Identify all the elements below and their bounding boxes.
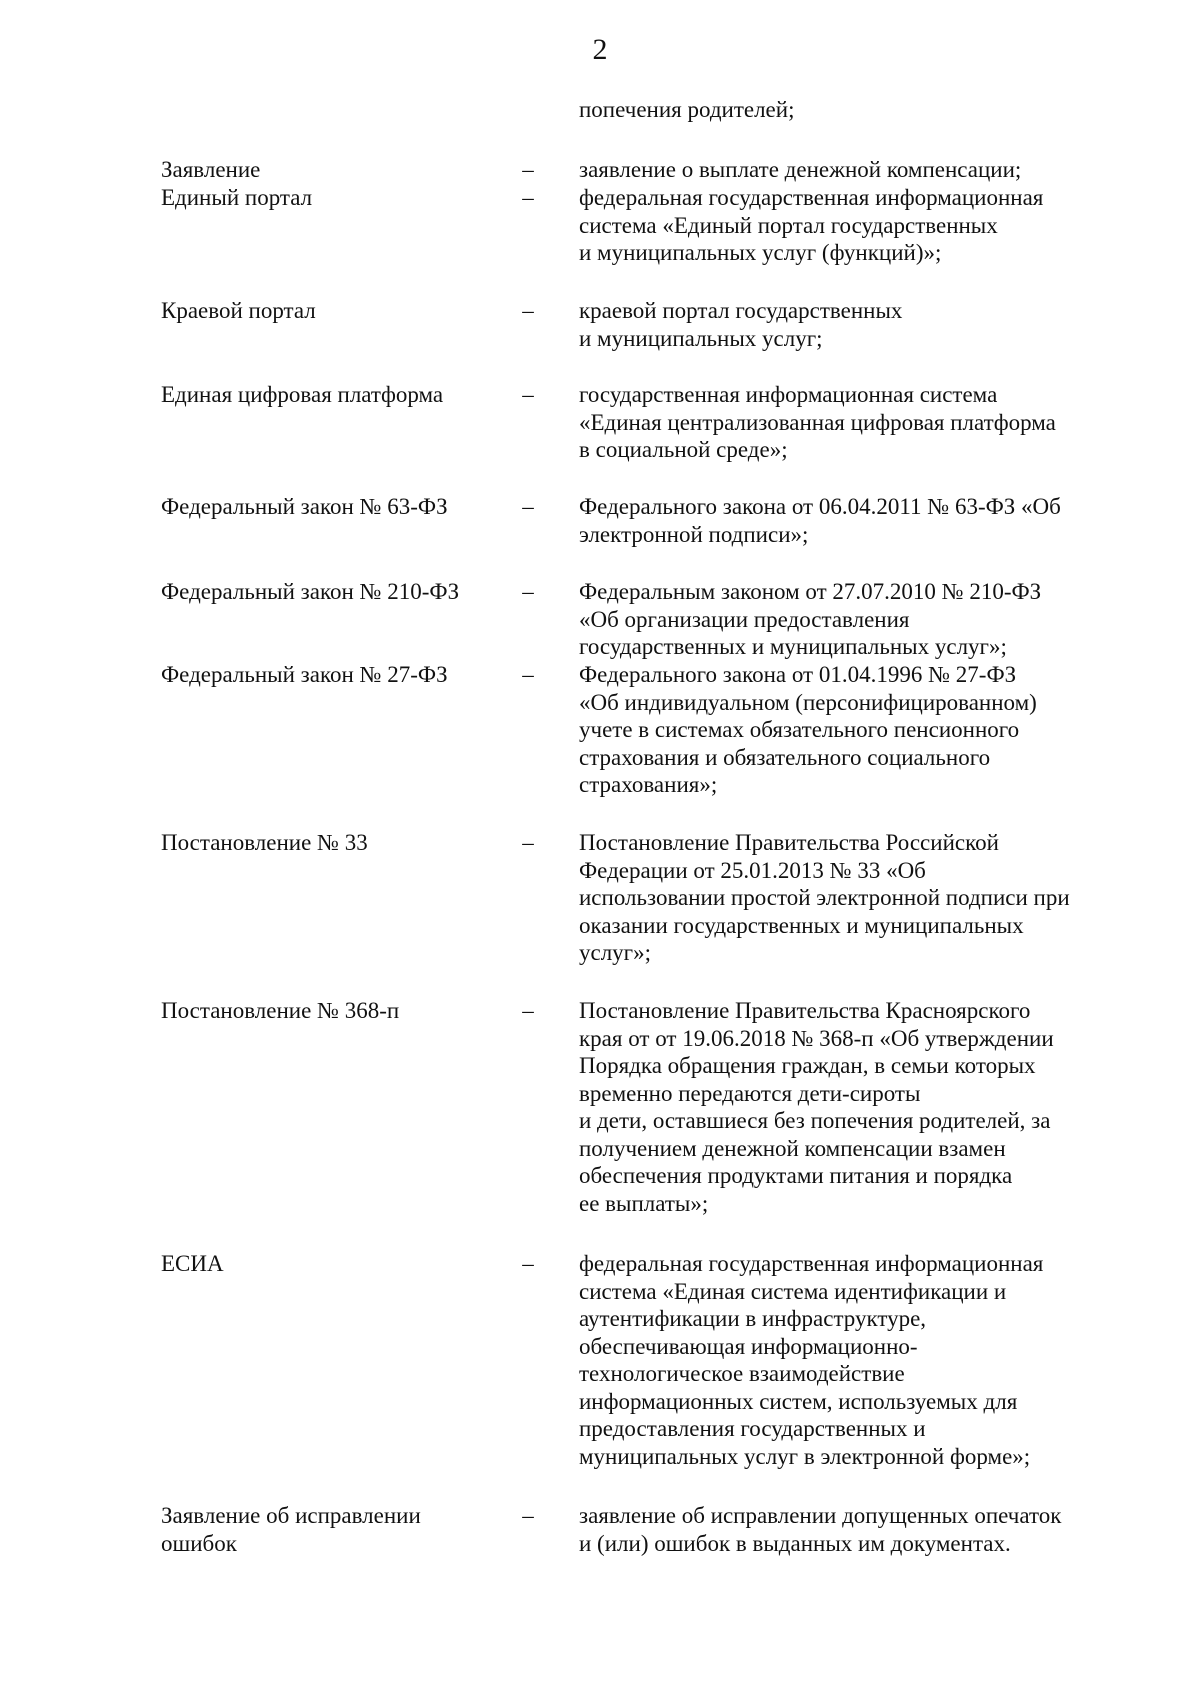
- definition-line: попечения родителей;: [579, 97, 795, 122]
- definition-line: федеральная государственная информационная: [579, 1251, 1044, 1276]
- definition-line: края от от 19.06.2018 № 368-п «Об утверждении: [579, 1025, 1054, 1051]
- entry-term: [161, 297, 511, 325]
- entry-definition: [579, 297, 1124, 352]
- definition-line: и (или) ошибок в выданных им документах.: [579, 1530, 1011, 1556]
- term-line: Заявление об исправлении: [161, 1503, 421, 1528]
- definition-line: система «Единый портал государственных: [579, 212, 998, 238]
- entry-term: [161, 493, 511, 521]
- definition-line: государственная информационная система: [579, 382, 998, 407]
- entry-term: [161, 1502, 511, 1557]
- definition-line: система «Единая система идентификации и: [579, 1278, 1007, 1304]
- definition-line: временно передаются дети-сироты: [579, 1080, 921, 1106]
- term-line: ошибок: [161, 1530, 237, 1556]
- definition-line: Федерального закона от 01.04.1996 № 27-ФЗ: [579, 662, 1017, 687]
- term-line: Федеральный закон № 63-ФЗ: [161, 494, 448, 519]
- definition-line: услуг»;: [579, 940, 652, 965]
- entry-dash: –: [522, 579, 534, 604]
- definition-line: и дети, оставшиеся без попечения родителей, за: [579, 1108, 1051, 1133]
- definition-line: оказании государственных и муниципальных: [579, 912, 1024, 938]
- entry-dash: –: [522, 298, 534, 323]
- entry-definition: [579, 156, 1124, 184]
- definition-line: учете в системах обязательного пенсионного: [579, 717, 1020, 742]
- entry-dash: –: [522, 1503, 534, 1528]
- definition-line: предоставления государственных и: [579, 1416, 926, 1441]
- term-line: Постановление № 368-п: [161, 998, 400, 1023]
- definition-line: информационных систем, используемых для: [579, 1388, 1018, 1414]
- definition-line: муниципальных услуг в электронной форме»;: [579, 1443, 1031, 1469]
- continuation-text: [579, 96, 1124, 124]
- definition-line: обеспечения продуктами питания и порядка: [579, 1163, 1013, 1188]
- entry-dash: –: [522, 185, 534, 210]
- definition-line: технологическое взаимодействие: [579, 1361, 905, 1386]
- term-line: Единый портал: [161, 185, 313, 210]
- definition-line: Федерации от 25.01.2013 № 33 «Об: [579, 857, 926, 883]
- entry-term: [161, 156, 511, 184]
- entry-definition: [579, 493, 1124, 548]
- term-line: Федеральный закон № 27-ФЗ: [161, 662, 448, 687]
- definition-line: страхования и обязательного социального: [579, 744, 991, 770]
- entry-definition: [579, 997, 1124, 1217]
- entry-dash: –: [522, 662, 534, 687]
- term-line: Федеральный закон № 210-ФЗ: [161, 579, 460, 604]
- entry-dash: –: [522, 830, 534, 855]
- entry-definition: [579, 184, 1124, 267]
- entry-dash: –: [522, 998, 534, 1023]
- definition-line: Порядка обращения граждан, в семьи которых: [579, 1053, 1036, 1078]
- definition-line: Федеральным законом от 27.07.2010 № 210-ФЗ: [579, 579, 1042, 604]
- entry-term: [161, 578, 511, 606]
- definition-line: федеральная государственная информационная: [579, 185, 1044, 210]
- definition-line: страхования»;: [579, 772, 718, 797]
- definition-line: государственных и муниципальных услуг»;: [579, 634, 1007, 659]
- definition-line: ее выплаты»;: [579, 1190, 709, 1216]
- entry-definition: [579, 1502, 1124, 1557]
- definition-line: Постановление Правительства Красноярского: [579, 998, 1031, 1023]
- entry-term: [161, 184, 511, 212]
- entry-term: [161, 661, 511, 689]
- term-line: Заявление: [161, 157, 261, 182]
- entry-term: [161, 381, 511, 409]
- definition-line: «Об индивидуальном (персонифицированном): [579, 689, 1037, 715]
- definition-line: в социальной среде»;: [579, 437, 788, 462]
- term-line: Постановление № 33: [161, 830, 368, 855]
- definition-line: аутентификации в инфраструктуре,: [579, 1306, 927, 1331]
- definition-line: и муниципальных услуг;: [579, 325, 823, 351]
- term-line: Краевой портал: [161, 298, 316, 323]
- entry-definition: [579, 829, 1124, 967]
- definition-line: «Об организации предоставления: [579, 606, 910, 632]
- definition-line: и муниципальных услуг (функций)»;: [579, 240, 942, 265]
- entry-dash: –: [522, 157, 534, 182]
- entry-term: [161, 997, 511, 1025]
- definition-line: получением денежной компенсации взамен: [579, 1135, 1006, 1161]
- page-number: 2: [592, 33, 608, 66]
- entry-term: [161, 829, 511, 857]
- entry-definition: [579, 1250, 1124, 1470]
- definition-line: заявление об исправлении допущенных опечаток: [579, 1503, 1062, 1528]
- entry-definition: [579, 578, 1124, 661]
- definition-line: краевой портал государственных: [579, 298, 903, 323]
- definition-line: Постановление Правительства Российской: [579, 830, 999, 855]
- definition-line: «Единая централизованная цифровая платформа: [579, 409, 1056, 435]
- term-line: ЕСИА: [161, 1251, 224, 1276]
- definition-line: заявление о выплате денежной компенсации;: [579, 157, 1022, 182]
- entry-dash: –: [522, 382, 534, 407]
- definition-line: электронной подписи»;: [579, 521, 809, 547]
- entry-dash: –: [522, 1251, 534, 1276]
- entry-term: [161, 1250, 511, 1278]
- entry-definition: [579, 381, 1124, 464]
- definition-line: обеспечивающая информационно-: [579, 1333, 918, 1359]
- entry-dash: –: [522, 494, 534, 519]
- entry-definition: [579, 661, 1124, 799]
- term-line: Единая цифровая платформа: [161, 382, 444, 407]
- definition-line: использовании простой электронной подписи при: [579, 885, 1070, 910]
- definition-line: Федерального закона от 06.04.2011 № 63-ФЗ «Об: [579, 494, 1061, 519]
